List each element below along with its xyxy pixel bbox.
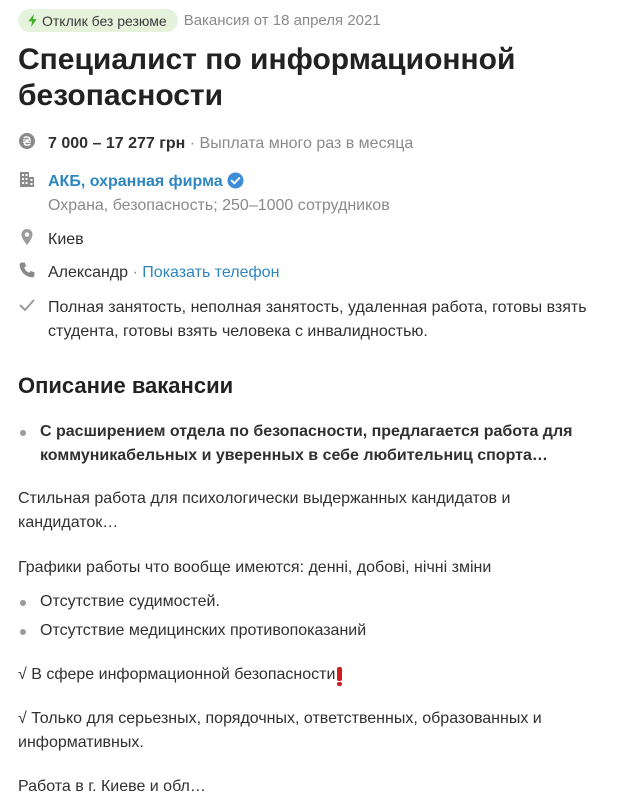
salary-range: 7 000 – 17 277 грн (48, 135, 186, 152)
employment-row (18, 296, 618, 344)
description-heading: Описание вакансии (18, 373, 234, 398)
company-link[interactable]: АКБ, охранная фирма (48, 173, 223, 190)
contact-name: Александр (48, 264, 129, 281)
hryvnia-icon (18, 132, 36, 150)
lead-bullet (18, 420, 618, 468)
lead-bullet-text: С расширением отдела по безопасности, предлагается работа для коммуникабельных и уверенных в себе любительниц спорта… (40, 423, 573, 464)
description-paragraph-3-text: √ В сфере информационной безопасности (18, 666, 336, 683)
no-resume-badge (18, 9, 178, 32)
list-item (18, 590, 618, 614)
show-phone-link[interactable]: Показать телефон (142, 264, 280, 281)
checkmark-icon (18, 296, 36, 314)
phone-icon (18, 261, 36, 279)
salary-separator: · (189, 135, 196, 152)
location-city: Киев (48, 231, 84, 248)
location-pin-icon (18, 228, 36, 246)
contact-row (18, 261, 618, 285)
description-paragraph-5: Работа в г. Киеве и обл… (18, 778, 206, 795)
contact-separator: · (132, 264, 138, 281)
page-title: Специалист по информационной безопасности (18, 43, 516, 112)
list-item-text: Отсутствие судимостей. (40, 593, 220, 610)
company-row (18, 170, 618, 218)
verified-check-icon (227, 172, 244, 189)
bullet-dot-icon (20, 600, 26, 606)
building-icon (18, 170, 36, 188)
bullet-dot-icon (20, 430, 26, 436)
exclamation-mark-icon (337, 667, 342, 681)
no-resume-badge-label: Отклик без резюме (42, 12, 167, 29)
bullet-dot-icon (20, 629, 26, 635)
description-paragraph-3 (18, 663, 608, 687)
list-item-text: Отсутствие медицинских противопоказаний (40, 622, 367, 639)
list-item (18, 619, 618, 643)
employment-types: Полная занятость, неполная занятость, удаленная работа, готовы взять студента, готовы взять человека с инвалидностью. (48, 299, 587, 340)
description-paragraph-1: Стильная работа для психологически выдержанных кандидатов и кандидаток… (18, 490, 511, 531)
salary-note: Выплата много раз в месяца (199, 135, 414, 152)
location-row (18, 228, 618, 252)
vacancy-header-meta (18, 9, 381, 32)
company-details: Охрана, безопасность; 250–1000 сотрудников (48, 197, 390, 214)
description-paragraph-4: √ Только для серьезных, порядочных, ответственных, образованных и информативных. (18, 710, 542, 751)
description-paragraph-2: Графики работы что вообще имеются: денні, добові, нічні зміни (18, 559, 492, 576)
posted-date: Вакансия от 18 апреля 2021 (183, 12, 381, 29)
salary-row (18, 132, 618, 156)
lightning-icon (27, 14, 38, 27)
